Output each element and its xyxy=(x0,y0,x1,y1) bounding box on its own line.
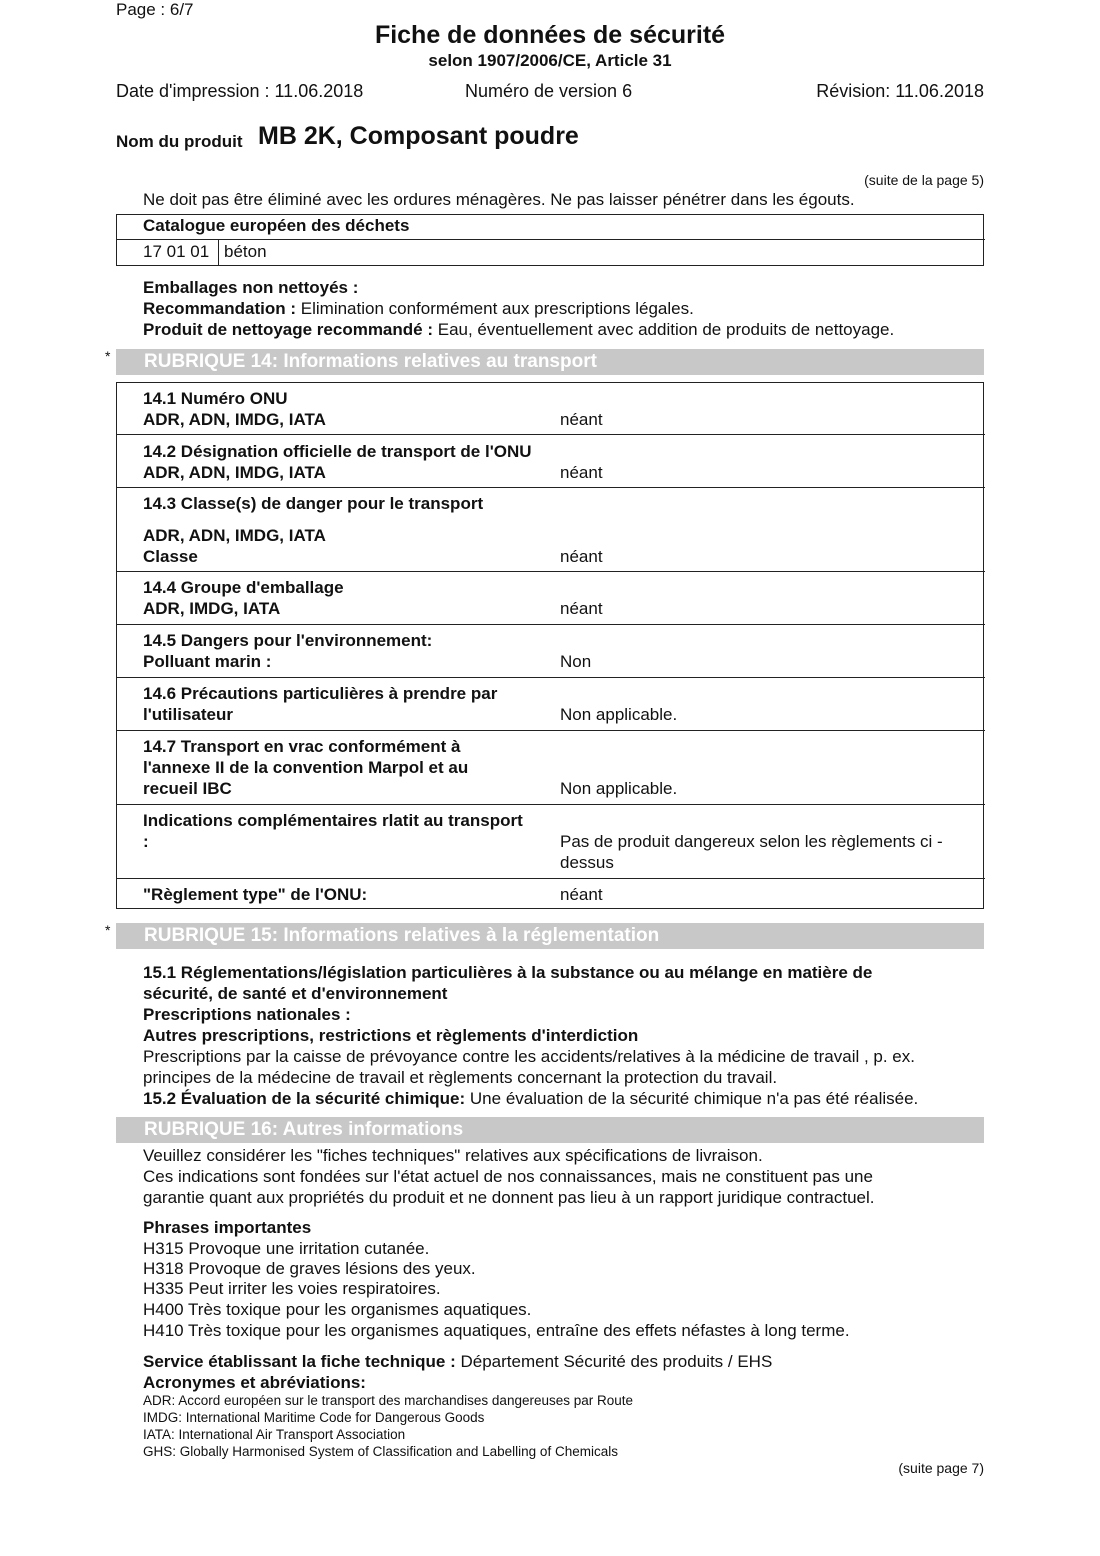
transport-row-sublabel: ADR, IMDG, IATA xyxy=(143,599,281,618)
transport-row-value: dessus xyxy=(560,853,614,872)
acronym-item: GHS: Globally Harmonised System of Classification and Labelling of Chemicals xyxy=(143,1444,618,1459)
transport-row-value: néant xyxy=(560,547,603,566)
recommendation-line xyxy=(143,298,694,319)
transport-row-label: Indications complémentaires rlatit au transport xyxy=(143,811,523,830)
table-divider xyxy=(116,878,985,879)
transport-row-sublabel: l'utilisateur xyxy=(143,705,234,724)
transport-row-value: Non applicable. xyxy=(560,779,678,798)
catalogue-description: béton xyxy=(224,242,267,261)
product-name: MB 2K, Composant poudre xyxy=(258,122,579,150)
transport-row-label: 14.1 Numéro ONU xyxy=(143,389,288,408)
page-number: Page : 6/7 xyxy=(116,0,194,19)
evaluation-text: Une évaluation de la sécurité chimique n'a pas été réalisée. xyxy=(469,1089,919,1108)
transport-row-sublabel: : xyxy=(143,832,149,851)
regulation-heading: sécurité, de santé et d'environnement xyxy=(143,984,448,1003)
hazard-phrase: H315 Provoque une irritation cutanée. xyxy=(143,1239,430,1258)
transport-row-sublabel: ADR, ADN, IMDG, IATA xyxy=(143,463,326,482)
transport-row-label: 14.4 Groupe d'emballage xyxy=(143,578,344,597)
hazard-phrase: H335 Peut irriter les voies respiratoires. xyxy=(143,1279,441,1298)
other-info-text: garantie quant aux propriétés du produit et ne donnent pas lieu à un rapport juridique contractuel. xyxy=(143,1188,875,1207)
prescriptions-text: Prescriptions par la caisse de prévoyance contre les accidents/relatives à la médicine de travail , p. ex. xyxy=(143,1047,915,1066)
hazard-phrase: H400 Très toxique pour les organismes aquatiques. xyxy=(143,1300,532,1319)
recommendation-text: Elimination conformément aux prescriptions légales. xyxy=(300,299,694,318)
transport-row-label: 14.6 Précautions particulières à prendre par xyxy=(143,684,498,703)
transport-row-value: Pas de produit dangereux selon les règlements ci - xyxy=(560,832,943,851)
hazard-phrase: H318 Provoque de graves lésions des yeux. xyxy=(143,1259,476,1278)
transport-row-value: néant xyxy=(560,410,603,429)
cleaning-label: Produit de nettoyage recommandé : xyxy=(143,320,433,339)
revision-marker: * xyxy=(105,922,111,938)
transport-row-sublabel: Polluant marin : xyxy=(143,652,272,671)
table-divider xyxy=(116,434,985,435)
transport-row-label: "Règlement type" de l'ONU: xyxy=(143,885,368,904)
section-15-header: RUBRIQUE 15: Informations relatives à la réglementation xyxy=(116,923,984,949)
version-number: Numéro de version 6 xyxy=(465,81,633,101)
transport-row-label: 14.5 Dangers pour l'environnement: xyxy=(143,631,433,650)
acronym-item: IATA: International Air Transport Association xyxy=(143,1427,406,1442)
acronyms-title: Acronymes et abréviations: xyxy=(143,1373,366,1392)
transport-row-value: néant xyxy=(560,885,603,904)
other-info-text: Veuillez considérer les "fiches techniques" relatives aux spécifications de livraison. xyxy=(143,1146,763,1165)
table-divider xyxy=(116,239,985,240)
transport-row-label: 14.7 Transport en vrac conformément à xyxy=(143,737,461,756)
revision-date: Révision: 11.06.2018 xyxy=(816,81,984,101)
national-prescriptions: Prescriptions nationales : xyxy=(143,1005,351,1024)
disposal-intro: Ne doit pas être éliminé avec les ordures ménagères. Ne pas laisser pénétrer dans les égouts. xyxy=(143,190,855,209)
acronym-item: ADR: Accord européen sur le transport des marchandises dangereuses par Route xyxy=(143,1393,634,1408)
table-divider xyxy=(116,487,985,488)
phrases-title: Phrases importantes xyxy=(143,1218,312,1237)
table-divider xyxy=(116,677,985,678)
continued-from: (suite de la page 5) xyxy=(864,172,984,188)
revision-marker: * xyxy=(105,348,111,364)
document-subtitle: selon 1907/2006/CE, Article 31 xyxy=(428,51,672,70)
document-title: Fiche de données de sécurité xyxy=(374,21,726,49)
transport-row-sublabel: ADR, ADN, IMDG, IATA xyxy=(143,526,326,545)
table-divider xyxy=(116,730,985,731)
table-divider xyxy=(116,624,985,625)
service-label: Service établissant la fiche technique : xyxy=(143,1352,456,1371)
catalogue-title: Catalogue européen des déchets xyxy=(143,216,410,235)
continued-to: (suite page 7) xyxy=(898,1460,984,1476)
other-info-text: Ces indications sont fondées sur l'état actuel de nos connaissances, mais ne constituent pas une xyxy=(143,1167,873,1186)
transport-row-sublabel: l'annexe II de la convention Marpol et au xyxy=(143,758,469,777)
regulation-heading: 15.1 Réglementations/législation particulières à la substance ou au mélange en matière de xyxy=(143,963,873,982)
transport-row-value: Non xyxy=(560,652,592,671)
cleaning-line xyxy=(143,319,894,340)
other-prescriptions: Autres prescriptions, restrictions et règlements d'interdiction xyxy=(143,1026,639,1045)
transport-row-value: néant xyxy=(560,463,603,482)
prescriptions-text: principes de la médecine de travail et règlements concernant la protection du travail. xyxy=(143,1068,778,1087)
chemical-safety-evaluation xyxy=(143,1088,918,1109)
transport-row-sublabel: ADR, ADN, IMDG, IATA xyxy=(143,410,326,429)
acronym-item: IMDG: International Maritime Code for Dangerous Goods xyxy=(143,1410,485,1425)
recommendation-label: Recommandation : xyxy=(143,299,297,318)
service-text: Département Sécurité des produits / EHS xyxy=(460,1352,773,1371)
cleaning-text: Eau, éventuellement avec addition de produits de nettoyage. xyxy=(437,320,895,339)
section-14-header: RUBRIQUE 14: Informations relatives au transport xyxy=(116,349,984,375)
table-divider xyxy=(116,571,985,572)
print-date: Date d'impression : 11.06.2018 xyxy=(116,81,364,101)
packaging-title: Emballages non nettoyés : xyxy=(143,278,359,297)
section-16-header: RUBRIQUE 16: Autres informations xyxy=(116,1117,984,1143)
catalogue-code: 17 01 01 xyxy=(143,242,210,261)
table-divider xyxy=(116,804,985,805)
transport-row-value: Non applicable. xyxy=(560,705,678,724)
service-line xyxy=(143,1351,772,1372)
hazard-phrase: H410 Très toxique pour les organismes aquatiques, entraîne des effets néfastes à long terme. xyxy=(143,1321,850,1340)
table-divider xyxy=(218,240,219,265)
transport-row-sublabel: Classe xyxy=(143,547,198,566)
transport-row-label: 14.2 Désignation officielle de transport de l'ONU xyxy=(143,442,532,461)
product-label: Nom du produit xyxy=(116,132,243,151)
transport-row-label: 14.3 Classe(s) de danger pour le transport xyxy=(143,494,484,513)
evaluation-label: 15.2 Évaluation de la sécurité chimique: xyxy=(143,1089,466,1108)
transport-row-sublabel: recueil IBC xyxy=(143,779,232,798)
transport-row-value: néant xyxy=(560,599,603,618)
